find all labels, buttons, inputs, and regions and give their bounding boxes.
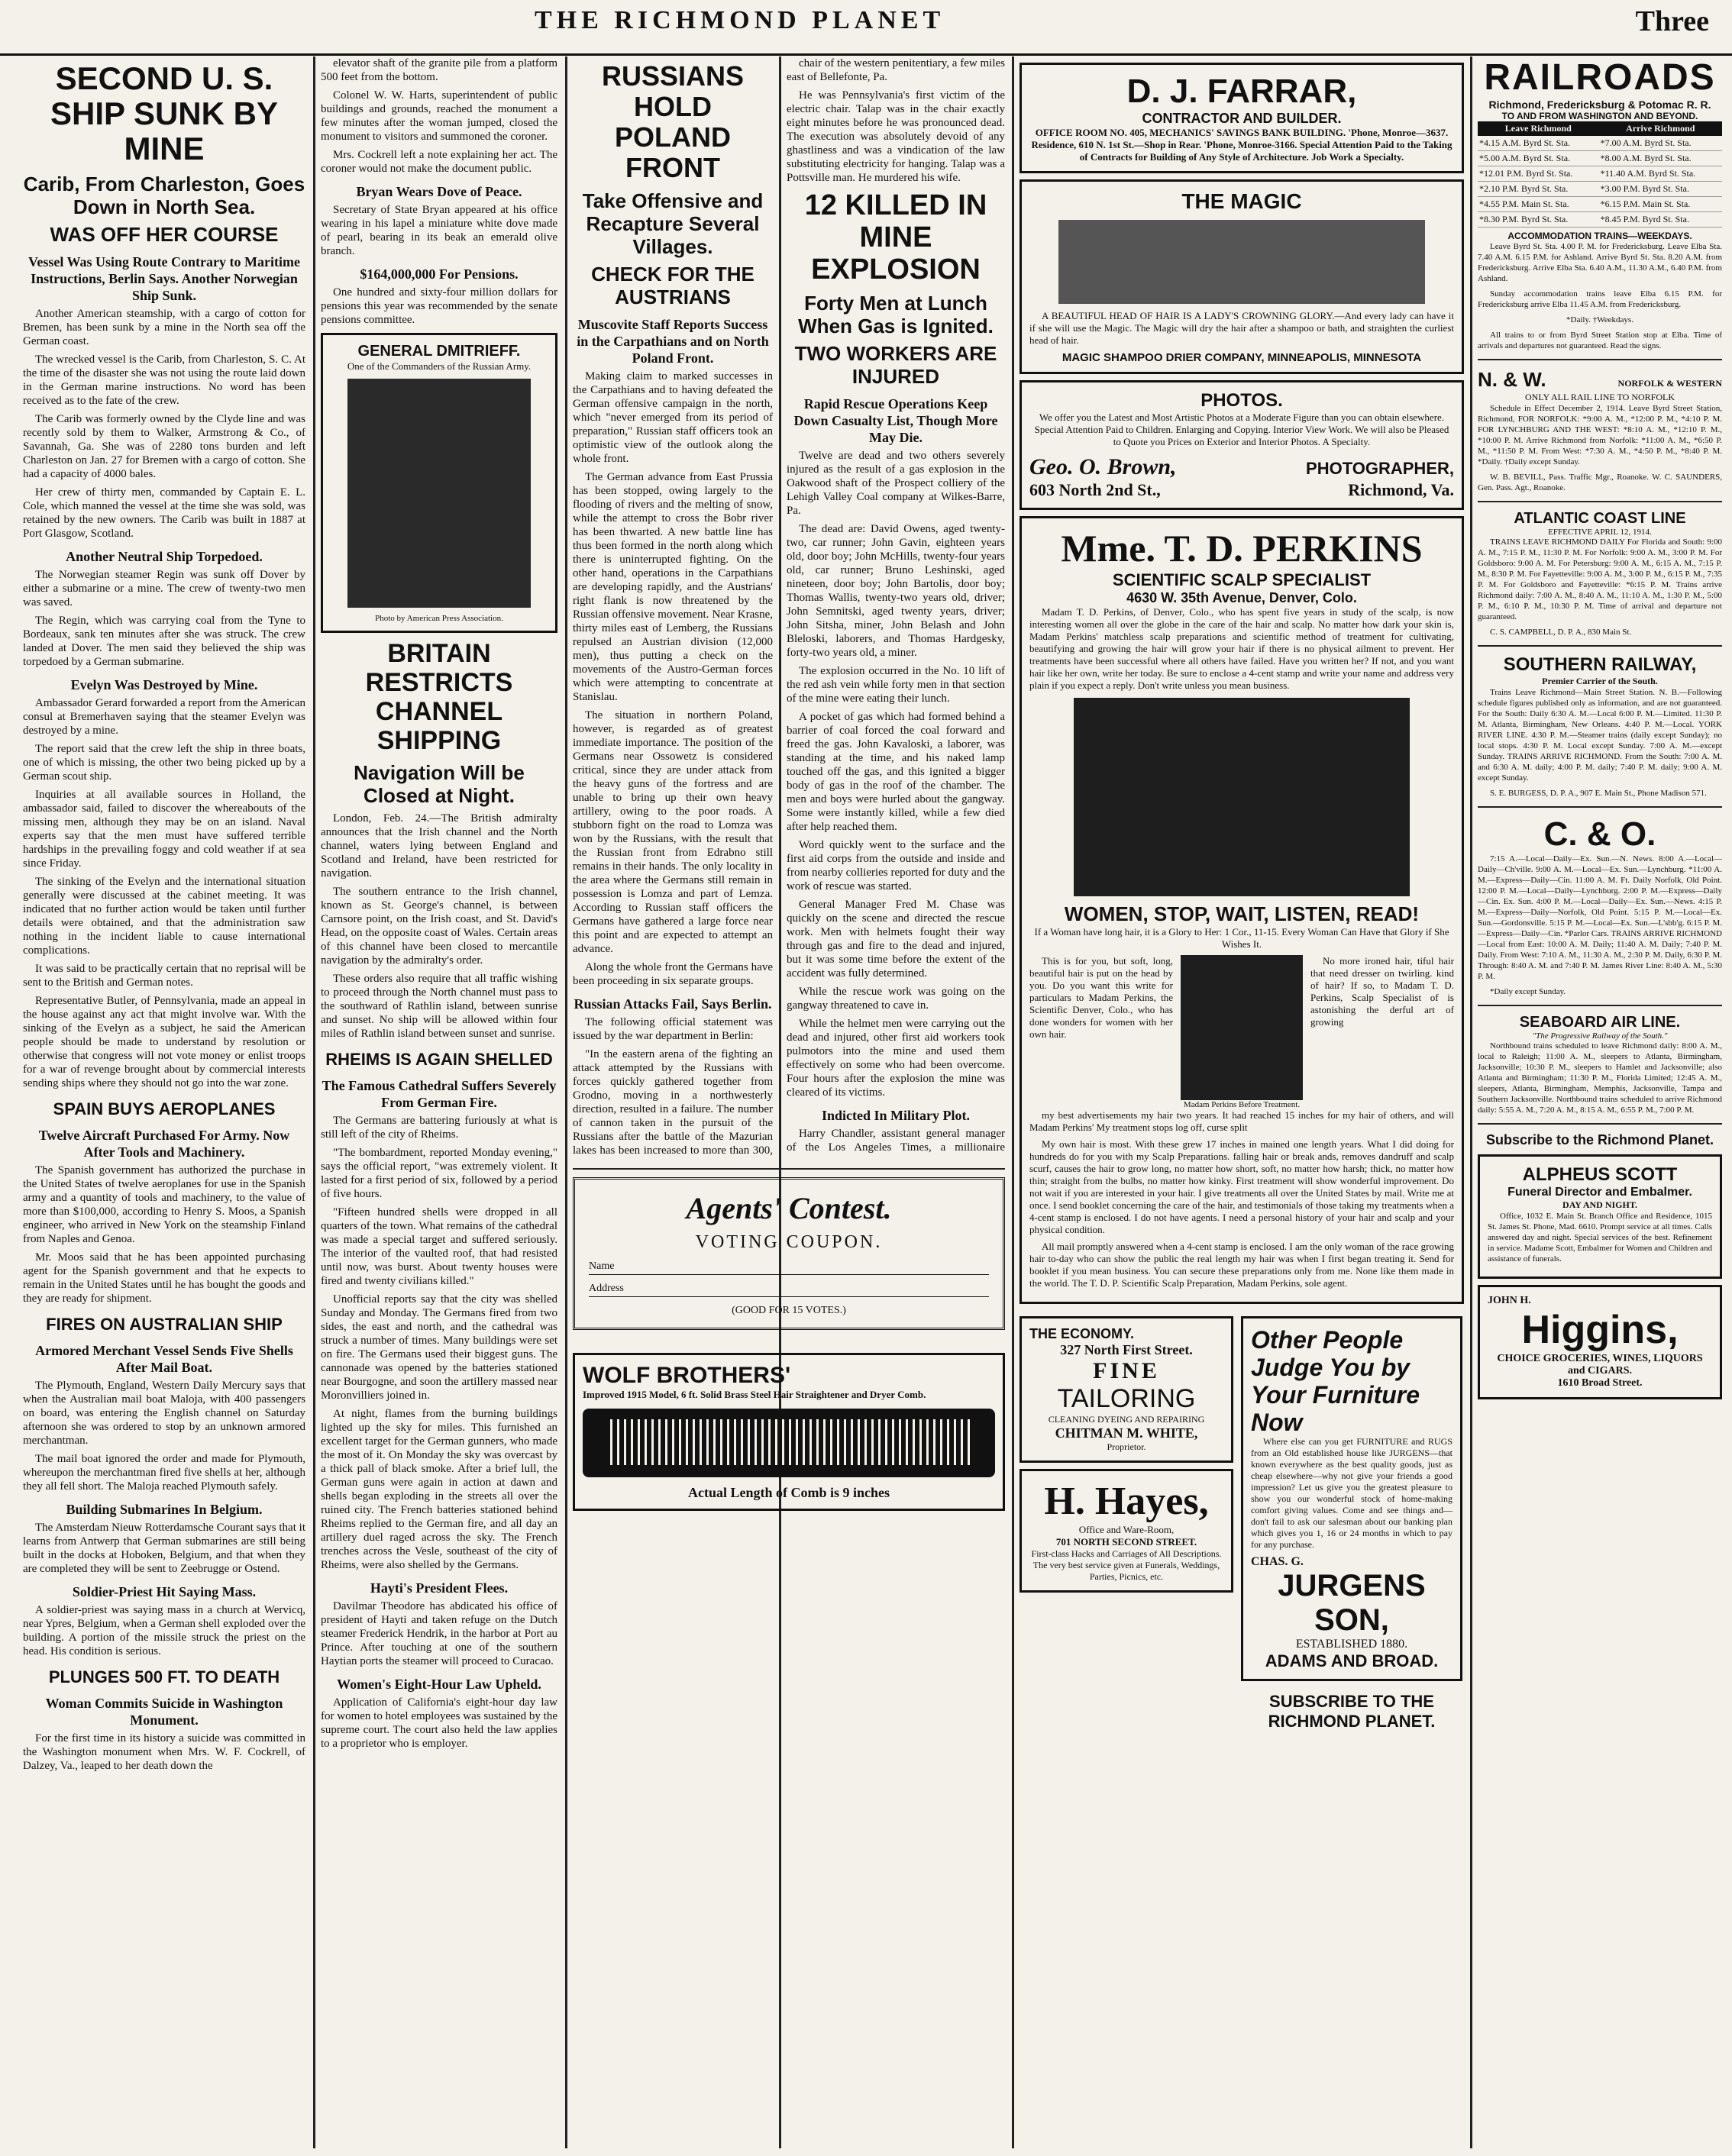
deck-head: Rapid Rescue Operations Keep Down Casualty List, Though More May Die. — [793, 396, 998, 445]
perkins-address: 4630 W. 35th Avenue, Denver, Colo. — [1126, 590, 1357, 605]
scott-name: ALPHEUS SCOTT — [1522, 1164, 1678, 1185]
divider — [1478, 501, 1722, 502]
subscribe-bottom: SUBSCRIBE TO THE RICHMOND PLANET. — [1268, 1692, 1436, 1731]
perkins-paragraph: my best advertisements my hair two years. It had reached 15 inches for my hair of others, and will Madam Perkins' My treatment stops log off, curse split — [1029, 1109, 1454, 1133]
subhead-offensive: Take Offensive and Recapture Several Villages. — [582, 189, 764, 258]
railroads-title: RAILROADS — [1484, 57, 1716, 98]
brown-address: 603 North 2nd St., — [1029, 480, 1161, 499]
table-cell: *8.00 A.M. Byrd St. Sta. — [1599, 151, 1722, 166]
hayes-name: H. Hayes, — [1044, 1480, 1209, 1523]
scott-day-night: DAY AND NIGHT. — [1562, 1199, 1637, 1210]
scott-ad — [1478, 1154, 1722, 1279]
article-paragraph: The report said that the crew left the ship in three boats, one of which is missing, the other two being picked up by a German scout ship. — [23, 743, 305, 783]
table-row — [1478, 151, 1722, 166]
article-paragraph: One hundred and sixty-four million dollars for pensions this year was recommended by the senate pensions committee. — [321, 286, 557, 326]
article-paragraph: While the rescue work was going on the gangway threatened to cave in. — [787, 986, 1005, 1012]
coupon-votes: (GOOD FOR 15 VOTES.) — [732, 1305, 846, 1316]
divider — [573, 1168, 1005, 1170]
table-cell: *12.01 P.M. Byrd St. Sta. — [1478, 166, 1599, 182]
column-rule — [565, 56, 567, 2148]
article-paragraph: Davilmar Theodore has abdicated his office of president of Hayti and taken refuge on the Dutch steamer Frederick Hendrik, in the harbor at Port au Prince. After touching at one of the southern Haytian ports the steamer will proceed to Curacao. — [321, 1600, 557, 1667]
coupon-name-field[interactable] — [589, 1260, 989, 1275]
headline-britain-restricts: BRITAIN RESTRICTS CHANNEL SHIPPING — [365, 639, 513, 755]
section-head: Women's Eight-Hour Law Upheld. — [337, 1677, 541, 1692]
economy-ad — [1019, 1316, 1233, 1463]
article-paragraph: The Regin, which was carrying coal from the Tyne to Bordeaux, sank ten minutes after she was struck. The crew landed at Dover. The men said they believed the ship was torpedoed by a German submarine. — [23, 615, 305, 668]
article-paragraph: The German advance from East Prussia has been stopped, owing largely to the flooding of rivers and the melting of snow, while the attempt to cross the Bobr river has been thwarted. A new battle line has thus been formed in the north along which there is uninterrupted fighting. On the other hand, operations in the Carpathians are developing rapidly, and the Austrians' right flank is now threatened by the Russian offensive movement. Near Krasne, thirty miles east of Lemberg, the Russians repulsed an Austrian division (12,000 men), thus putting a check on the movements of the Austro-German forces which were attempting to concentrate at Stanislau. — [573, 471, 773, 703]
subhead-off-course: WAS OFF HER COURSE — [50, 223, 279, 246]
article-paragraph: Word quickly went to the surface and the first aid corps from the outside and inside and from nearby collieries reported for duty and the work of rescue was started. — [787, 839, 1005, 892]
coupon-title: Agents' Contest. — [686, 1191, 892, 1225]
sal-title: SEABOARD AIR LINE. — [1519, 1014, 1681, 1031]
article-paragraph: The Plymouth, England, Western Daily Mercury says that when the Australian mail boat Maloja, with 400 passengers on board, was entering the English channel on Saturday afternoon she was ordered to stop by an unknown armored merchantman. — [23, 1380, 305, 1447]
article-paragraph: The southern entrance to the Irish channel, known as St. George's channel, is between Carnsore point, on the Irish coast, and St. David's Head, on the opposite coast of Wales. Certain areas of this channel have been closed to mercantile navigation by the admiralty's order. — [321, 886, 557, 967]
column-2 — [321, 56, 557, 2148]
page-number: Three — [1635, 5, 1709, 37]
column-4 — [787, 56, 1005, 1156]
article-paragraph: chair of the western penitentiary, a few miles east of Bellefonte, Pa. — [787, 57, 1005, 83]
co-daily-note: *Daily except Sunday. — [1490, 987, 1566, 996]
article-paragraph: The explosion occurred in the No. 10 lift of the red ash vein while forty men in that section of the mine were eating their lunch. — [787, 665, 1005, 705]
headline-plunges: PLUNGES 500 FT. TO DEATH — [48, 1667, 280, 1686]
subhead-carib: Carib, From Charleston, Goes Down in North Sea. — [23, 173, 305, 218]
rfp-title: Richmond, Fredericksburg & Potomac R. R. — [1488, 98, 1711, 111]
table-cell: *8.30 P.M. Byrd St. Sta. — [1478, 212, 1599, 228]
bottom-ads-left — [1019, 1310, 1233, 1732]
perkins-subhead: If a Woman have long hair, it is a Glory to Her: 1 Cor., 11-15. Every Woman Can Have that Glory if She Wishes It. — [1034, 926, 1449, 950]
article-paragraph: Representative Butler, of Pennsylvania, made an appeal in the house against any act that might involve war. With the sinking of the Evelyn as a subject, he said the American people should be made to understand by resolution or otherwise that congress will not vote money or enlist troops for a war of revenge brought about by commercial interests sending ships where they should not go into the war zone. — [23, 995, 305, 1089]
nw-schedule: Schedule in Effect December 2, 1914. Leave Byrd Street Station, Richmond, FOR NORFOLK: *9:00 A. M., *12:00 P. M., *4:10 P. M. FOR LYNCHBURG AND THE WEST: *8:10 A. M., *12:10 P. M., *10:00 P. M. Arrive Richmond from Norfolk: *11:00 A. M., *6:50 P. M., *11:50 P. M. From West: *7:30 A. M., *4:50 P. M., *8:40 P. M. *Daily. †Daily except Sunday. — [1478, 404, 1722, 466]
section-head: Bryan Wears Dove of Peace. — [356, 184, 522, 199]
jurgens-text: Where else can you get FURNITURE and RUGS from an Old established house like JURGENS—that known everywhere as the best quality goods, just as cheap elsewhere—why not give your friends a good impression? Let us give you the greatest pleasure to show you our wonderful stock of home-making comfort giving values. Come and see things and—don't fail to ask our salesman about our banking plan which gives you 1, 16 or 24 months in which to pay for any purchase. — [1251, 1436, 1452, 1550]
jurgens-corner: ADAMS AND BROAD. — [1265, 1651, 1439, 1670]
perkins-ad — [1019, 516, 1464, 1304]
table-row — [1478, 212, 1722, 228]
magic-ad — [1019, 179, 1464, 374]
perkins-paragraph: This is for you, but soft, long, beautiful hair is put on the head by you. Do you want this write for particulars to Madam Perkins, the Scientific Denver, Colo., who has done wonders for women with her own hair. — [1029, 955, 1173, 1040]
wolf-brothers-ad — [573, 1353, 1005, 1511]
divider — [1478, 1123, 1722, 1125]
wolf-brothers-tagline: Improved 1915 Model, 6 ft. Solid Brass Steel Hair Straightener and Dryer Comb. — [583, 1389, 926, 1400]
magic-company: MAGIC SHAMPOO DRIER COMPANY, MINNEAPOLIS, MINNESOTA — [1061, 351, 1422, 364]
article-paragraph: London, Feb. 24.—The British admiralty announces that the Irish channel and the North channel, waters lying between England and Scotland and Ireland, have been restricted for navigation. — [321, 812, 557, 880]
jurgens-ad — [1241, 1316, 1462, 1681]
jurgens-established: ESTABLISHED 1880. — [1295, 1638, 1408, 1651]
article-paragraph: The wrecked vessel is the Carib, from Charleston, S. C. At the time of the disaster she was not using the route laid down in the German marine instructions. No word has been received as to the fate of the crew. — [23, 353, 305, 407]
column-rule — [313, 56, 315, 2148]
sou-agent: S. E. BURGESS, D. P. A., 907 E. Main St., Phone Madison 571. — [1490, 789, 1707, 798]
perkins-photo — [1074, 698, 1410, 896]
table-row — [1478, 136, 1722, 151]
deck-head: Armored Merchant Vessel Sends Five Shells After Mail Boat. — [35, 1343, 293, 1375]
rfp-accom-text: Leave Byrd St. Sta. 4.00 P. M. for Fredericksburg. Leave Elba Sta. 7.40 A.M. 6.15 P.M. for Ashland. Arrive Byrd St. Sta. 8.20 A.M. from Fredericksburg. Arrive Elba Sta. 6.40 A.M., 11.30 A.M., 6.40 P.M. from Ashland. — [1478, 242, 1722, 283]
portrait-subtitle: One of the Commanders of the Russian Army. — [347, 360, 532, 372]
hayes-text: First-class Hacks and Carriages of All Descriptions. The very best service given at Funerals, Weddings, Parties, Picnics, etc. — [1031, 1548, 1222, 1582]
atl-schedule: TRAINS LEAVE RICHMOND DAILY For Florida and South: 9:00 A. M., 7:15 P. M., 11:30 P. M. For Norfolk: 9:00 A. M., 3:00 P. M. For Goldsboro: 9:00 A. M. For Petersburg: 9:00 A. M., 6:15 A. M., 7:15 P. M., 8:30 P. M. For Fayetteville: 9:00 A. M., 3:00 P. M., 6:15 P. M., 7:35 P. M. For Goldsboro and Fayetteville: *6:15 P. M. Trains arrive Richmond daily: 7:00 A. M., 8:40 A. M., 11:10 A. M., 1:30 P. M., 5:00 P. M., 6:10 P. M., 10:30 P. M. Time of arrival and departure not guaranteed. — [1478, 537, 1722, 621]
section-head: $164,000,000 For Pensions. — [360, 266, 519, 282]
article-paragraph: Mrs. Cockrell left a note explaining her act. The coroner would not make the document public. — [321, 149, 557, 175]
perkins-paragraph: My own hair is most. With these grew 17 inches in mained one length years. What I did doing for hundreds do for you with my Scalp Preparations. falling hair or break ands, removes dandruff and scalp scurf, causes the hair to grow long, no matter how short, soft, no matter how harsh; thick, no matter how thin; straight from the bulbs, no matter how kinky. First treatment will show wonderful improvement. Do not wait if you are interested in your hair. I give treatments all over the United States by mail. Write me at once. I send booklet concerning the care of the hair, and testimonials of those taking my treatments when a 4-cent stamp is enclosed. I do not have agents. I need a personal history of your hair and scalp and your physical condition. — [1029, 1138, 1454, 1235]
economy-tailoring: TAILORING — [1057, 1384, 1196, 1413]
table-cell: *5.00 A.M. Byrd St. Sta. — [1478, 151, 1599, 166]
atl-agent: C. S. CAMPBELL, D. P. A., 830 Main St. — [1490, 628, 1632, 637]
article-paragraph: It was said to be practically certain that no reprisal will be sent to the British and German notes. — [23, 963, 305, 989]
section-head: Building Submarines In Belgium. — [66, 1502, 263, 1517]
article-paragraph: "Fifteen hundred shells were dropped in all quarters of the town. What remains of the cathedral was made a special target and suffered seriously. The interior of the vaulted roof, that had resisted until now, was burst. About twenty houses were fired and twenty civilians killed." — [321, 1206, 557, 1287]
jurgens-chas: CHAS. G. — [1251, 1555, 1304, 1568]
masthead — [0, 0, 1732, 56]
co-title: C. & O. — [1543, 815, 1656, 853]
rfp-col-arrive: Arrive Richmond — [1599, 121, 1722, 136]
hayes-ad — [1019, 1469, 1233, 1593]
economy-name: THE ECONOMY. — [1029, 1326, 1135, 1341]
article-paragraph: "In the eastern arena of the fighting an attack attempted by the Russians with forces quickly gathered together from Grodno, moving in a northwesterly direction, resulted in a failure. The number of cannon taken in the pursuit of the Russians after the battle of the Mazurian lakes has been increased to more than 300, — [573, 1048, 773, 1156]
article-paragraph: The Spanish government has authorized the purchase in the United States of twelve aeroplanes for use in the Spanish army and a quantity of tools and machinery, to the value of more than $100,000, according to Henry S. Moos, a Spanish engineer, who arrived in New York on the steamship Finland from Naples and Genoa. — [23, 1164, 305, 1245]
article-paragraph: Mr. Moos said that he has been appointed purchasing agent for the Spanish government and that he expects to remain in the United States until he has bought the goods and they are ready for shipment. — [23, 1251, 305, 1305]
headline-russians-hold: RUSSIANS HOLD POLAND FRONT — [601, 60, 745, 183]
divider — [1478, 1005, 1722, 1006]
farrar-role: CONTRACTOR AND BUILDER. — [1142, 111, 1342, 126]
column-1 — [23, 56, 305, 2148]
economy-proprietor: CHITMAN M. WHITE, — [1055, 1425, 1198, 1441]
article-paragraph: Ambassador Gerard forwarded a report from the American consul at Bremerhaven saying that the steamer Evelyn was destroyed by a mine. — [23, 697, 305, 737]
economy-address: 327 North First Street. — [1060, 1342, 1193, 1357]
brown-name: Geo. O. Brown, — [1029, 454, 1177, 479]
wolf-brothers-name: WOLF BROTHERS' — [583, 1363, 791, 1388]
portrait-title: GENERAL DMITRIEFF. — [357, 343, 521, 360]
table-row — [1478, 166, 1722, 182]
article-paragraph: "The bombardment, reported Monday evening," says the official report, "was extremely violent. It lasted for a first period of six, followed by a period of five hours. — [321, 1147, 557, 1200]
headline-spain-aeroplanes: SPAIN BUYS AEROPLANES — [53, 1099, 276, 1118]
article-paragraph: At night, flames from the burning buildings lighted up the sky for miles. This furnished an excellent target for the German gunners, who made the most of it. On Monday the sky was overcast by a thick pall of black smoke. After a brief lull, the German guns were again in action at dawn and shells began exploding in the streets all over the ruined city. The French batteries stationed behind Rheims replied to the German fire, and all day an artillery duel raged across the sky. The French trenches across the Vesle, southeast of the city of Rheims, were also shelled by the Germans. — [321, 1408, 557, 1571]
masthead-title: THE RICHMOND PLANET — [535, 6, 945, 34]
rfp-daily-note: *Daily. †Weekdays. — [1566, 315, 1633, 324]
subhead-austrians: CHECK FOR THE AUSTRIANS — [591, 263, 755, 308]
bottom-ads-row — [1019, 1310, 1464, 1732]
article-paragraph: While the helmet men were carrying out the dead and injured, other first aid workers took pulmotors into the mine and used them effectively on some who had been overcome. Four hours after the explosion the mine was cleared of its victims. — [787, 1018, 1005, 1099]
sou-subtitle: Premier Carrier of the South. — [1542, 676, 1658, 686]
brown-role: PHOTOGRAPHER, — [1306, 459, 1454, 478]
article-paragraph: Twelve are dead and two others severely injured as the result of a gas explosion in the Oakwood shaft of the Prospect colliery of the Lehigh Valley Coal company at Wilkes-Barre, Pa. — [787, 450, 1005, 517]
article-paragraph: A soldier-priest was saying mass in a church at Wervicq, near Ypres, Belgium, when a German shell exploded over the building. A portion of the missile struck the priest on the head. His condition is serious. — [23, 1604, 305, 1657]
higgins-subtitle: CHOICE GROCERIES, WINES, LIQUORS and CIGARS. — [1497, 1353, 1703, 1377]
coupon-address-field[interactable] — [589, 1283, 989, 1297]
brown-text: We offer you the Latest and Most Artistic Photos at a Moderate Figure than you can obtain elsewhere. Special Attention Paid to Children. Enlarging and Copying. Interior View Work. We will also be Pleased to Quote you Prices on Exterior and Interior Photos. A Specialty. — [1034, 412, 1449, 447]
farrar-ad — [1019, 63, 1464, 173]
brown-title: PHOTOS. — [1200, 390, 1283, 411]
perkins-paragraph: No more ironed hair, tiful hair that need dresser on twirling. kind of hair? If so, to Madam T. D. Perkins, Scalp Specialist of is astonishing the derful art of growing — [1310, 955, 1454, 1028]
divider — [1478, 359, 1722, 360]
higgins-address: 1610 Broad Street. — [1557, 1377, 1643, 1389]
headline-second-us-ship: SECOND U. S. SHIP SUNK BY MINE — [50, 60, 278, 166]
column-rule — [1470, 56, 1472, 2148]
article-paragraph: Inquiries at all available sources in Holland, the ambassador said, failed to discover the whereabouts of the missing men, although they may be on an island. Naval experts say that the men must have suffered terrible hardships in the prevailing foggy and cold weather if at sea since Friday. — [23, 789, 305, 870]
table-row — [1478, 182, 1722, 197]
perkins-role: SCIENTIFIC SCALP SPECIALIST — [1112, 570, 1372, 589]
deck-head: Vessel Was Using Route Contrary to Maritime Instructions, Berlin Says. Another Norwegian Ship Sunk. — [28, 254, 300, 303]
article-paragraph: A pocket of gas which had formed behind a barrier of coal forced the coal forward and freed the gas. John Kavaloski, a laborer, was standing at the time, and his naked lamp touched off the gas, and this ignited a bigger body of gas in the roof of the chamber. The men and boys were hurled about the gangway. Some were instantly killed, while a few died after help reached them. — [787, 711, 1005, 833]
table-cell: *8.45 P.M. Byrd St. Sta. — [1599, 212, 1722, 228]
column-rule — [1012, 56, 1014, 2148]
nw-subtitle: NORFOLK & WESTERN — [1617, 378, 1722, 389]
subhead-forty-men: Forty Men at Lunch When Gas is Ignited. — [798, 292, 994, 337]
article-paragraph: For the first time in its history a suicide was committed in the Washington monument when Mrs. W. F. Cockrell, of Dalzey, Va., leaped to her death down the — [23, 1732, 305, 1772]
article-paragraph: Unofficial reports say that the city was shelled Sunday and Monday. The Germans fired from two sides, the east and north, and the cathedral was struck a number of times. Many buildings were set on fire. The Germans used their biggest guns. The cannonade was opened by the batteries stationed near Bourgogne, and soon the artillery massed near Moronvilliers joined in. — [321, 1293, 557, 1402]
perkins-paragraph: Madam T. D. Perkins, of Denver, Colo., who has spent five years in study of the scalp, is now interesting women all over the globe in the care of the hair and scalp. No matter how dark your skin is, Madam Perkins' matchless scalp preparations and scientific method of treatment for cultivating, beautifying and growing the hair will grow your hair if there is no physical ailment to prevent. Her treatments have been successful where all others have failed. Have you written her? If not, and you want hair like her own, write her today. Be sure to enclose a 4-cent stamp and write your name and address very plain if you expect a reply. Don't write unless you mean business. — [1029, 606, 1454, 691]
hayes-desc: Office and Ware-Room, — [1078, 1524, 1175, 1535]
table-cell: *2.10 P.M. Byrd St. Sta. — [1478, 182, 1599, 197]
perkins-name: Mme. T. D. PERKINS — [1061, 527, 1423, 570]
article-paragraph: The Amsterdam Nieuw Rotterdamsche Courant says that it learns from Antwerp that German submarines are still being built in the docks at Hoboken, Belgium, and that when they are completed they will be sent to Zeebrugge or Ostend. — [23, 1522, 305, 1575]
rfp-sunday: Sunday accommodation trains leave Elba 6.15 P.M. for Fredericksburg arrive Elba 11.45 A.M. from Fredericksburg. — [1478, 289, 1722, 309]
nw-agents: W. B. BEVILL, Pass. Traffic Mgr., Roanoke. W. C. SAUNDERS, Gen. Pass. Agt., Roanoke. — [1478, 473, 1722, 492]
magic-description: A BEAUTIFUL HEAD OF HAIR IS A LADY'S CROWNING GLORY.—And every lady can have it if she will use the Magic. The Magic will dry the hair after a shampoo or bath, and straighten the curliest head of hair. — [1029, 310, 1454, 346]
article-paragraph: Another American steamship, with a cargo of cotton for Bremen, has been sunk by a mine in the North sea off the German coast. — [23, 308, 305, 347]
column-5-ads — [1019, 56, 1464, 2148]
deck-head: Muscovite Staff Reports Success in the Carpathians and on North Poland Front. — [577, 317, 769, 366]
table-cell: *4.55 P.M. Main St. Sta. — [1478, 197, 1599, 212]
hayes-address: 701 NORTH SECOND STREET. — [1055, 1536, 1197, 1548]
column-3 — [573, 56, 773, 1156]
article-paragraph: He was Pennsylvania's first victim of the electric chair. Talap was in the chair exactly eight minutes before he was pronounced dead. The execution was absolutely devoid of any ghastliness and was a vindication of the law substituting electricity for hanging. Talap was a Pottsville man. He murdered his wife. — [787, 89, 1005, 184]
bottom-ads-right — [1241, 1310, 1462, 1732]
nw-only: ONLY ALL RAIL LINE TO NORFOLK — [1524, 392, 1675, 402]
article-paragraph: Colonel W. W. Harts, superintendent of public buildings and grounds, reached the monument a few minutes after the woman jumped, closed the monument to visitors and summoned the coroner. — [321, 89, 557, 143]
portrait-photo — [347, 379, 531, 608]
rfp-col-leave: Leave Richmond — [1478, 121, 1599, 136]
table-cell: *6.15 P.M. Main St. Sta. — [1599, 197, 1722, 212]
article-paragraph: The Carib was formerly owned by the Clyde line and was recently sold by them to Walker, Armstrong & Co., of Savannah, Ga. She was of 2280 tons burden and left Charleston on Jan. 27 for Bremen with a cargo of cotton. She had a capacity of 4000 bales. — [23, 413, 305, 480]
article-paragraph: Harry Chandler, assistant general manager of the Los Angeles Times, a millionaire — [787, 1128, 1005, 1154]
economy-proprietor-role: Proprietor. — [1107, 1441, 1146, 1452]
ads-lower-center — [573, 1160, 1005, 2145]
headline-rheims: RHEIMS IS AGAIN SHELLED — [325, 1050, 553, 1069]
higgins-ad — [1478, 1285, 1722, 1399]
voting-coupon — [573, 1177, 1005, 1330]
coupon-name-label: Name — [589, 1260, 615, 1272]
article-paragraph: The mail boat ignored the order and made for Plymouth, whereupon the merchantman fired five shells at her, although they all fell short. The Maloja reached Plymouth safely. — [23, 1453, 305, 1493]
section-head: Evelyn Was Destroyed by Mine. — [70, 677, 258, 692]
headline-australian-ship: FIRES ON AUSTRALIAN SHIP — [46, 1315, 283, 1334]
perkins-paragraph: All mail promptly answered when a 4-cent stamp is enclosed. I am the only woman of the race growing hair to-day who can show the public the real length my hair was when I first began treating it. Send for booklet if you mean business. You can secure these preparations only from me. None like them made in the world. The T. D. P. Scientific Scalp Preparation, Madam Perkins, sole agent. — [1029, 1241, 1454, 1289]
subscribe-note: Subscribe to the Richmond Planet. — [1485, 1132, 1714, 1147]
divider — [1478, 645, 1722, 647]
economy-cleaning: CLEANING DYEING AND REPAIRING — [1048, 1414, 1205, 1425]
atl-title: ATLANTIC COAST LINE — [1514, 510, 1686, 527]
brown-photos-ad — [1019, 380, 1464, 510]
wolf-brothers-size: Actual Length of Comb is 9 inches — [687, 1485, 890, 1500]
brown-city: Richmond, Va. — [1348, 480, 1454, 499]
rfp-accom-title: ACCOMMODATION TRAINS—WEEKDAYS. — [1507, 231, 1692, 241]
scott-text: Office, 1032 E. Main St. Branch Office and Residence, 1015 St. James St. Phone, Mad. 6610. Prompt service at all times. Calls answered day and night. Special services of the best. Refinement in service. Madame Scott, Embalmer for Women and Children and assistance of funerals. — [1488, 1212, 1712, 1264]
subhead-navigation: Navigation Will be Closed at Night. — [354, 761, 525, 807]
article-paragraph: The Norwegian steamer Regin was sunk off Dover by either a submarine or a mine. The crew of twenty-two men was saved. — [23, 569, 305, 608]
economy-fine: FINE — [1093, 1358, 1160, 1383]
table-row — [1478, 197, 1722, 212]
deck-head: Twelve Aircraft Purchased For Army. Now After Tools and Machinery. — [38, 1128, 290, 1160]
farrar-residence: Residence, 610 N. 1st St.—Shop in Rear. 'Phone, Monroe-3166. Special Attention Paid to the Taking of Contracts for Building of Any Style of Architecture. Job Work a Specialty. — [1031, 139, 1452, 163]
article-paragraph: The dead are: David Owens, aged twenty-two, car runner; John Gavin, eighteen years old, door boy; John McHills, twenty-four years old, car runner; Bruno Leshinski, aged nineteen, door boy; John Bartolis, door boy; Thomas Wallis, twenty-two years old, driver; John Semnitski, aged twenty years, driver; John Sitsha, miner, John Belash and John Bleloski, laborers, and Thomas Hardgesky, forty-two years old, a miner. — [787, 523, 1005, 659]
table-cell: *11.40 A.M. Byrd St. Sta. — [1599, 166, 1722, 182]
section-head: Indicted In Military Plot. — [822, 1108, 970, 1123]
section-head: Hayti's President Flees. — [370, 1580, 509, 1596]
article-paragraph: Her crew of thirty men, commanded by Captain E. L. Cole, which manned the vessel at the time she was sold, was retained by the new owners. The Carib was built in 1887 at Port Glasgow, Scotland. — [23, 486, 305, 540]
article-paragraph: These orders also require that all traffic wishing to proceed through the North channel must pass to the southward of Rathlin island, between sunrise and sunset. No ship will be allowed within four miles of Rathlin island between sunset and sunrise. — [321, 973, 557, 1040]
headline-mine-explosion: 12 KILLED IN MINE EXPLOSION — [804, 189, 987, 286]
article-paragraph: The sinking of the Evelyn and the international situation generally were discussed at the cabinet meeting. It was indicated that no further action would be taken until further details were obtained, and that the administration saw nothing in the incident liable to cause international complications. — [23, 876, 305, 957]
article-paragraph: The Germans are battering furiously at what is still left of the city of Rheims. — [321, 1115, 557, 1141]
sal-subtitle: "The Progressive Railway of the South." — [1532, 1031, 1668, 1041]
perkins-caption: Madam Perkins Before Treatment. — [1183, 1100, 1301, 1109]
sal-schedule: Northbound trains scheduled to leave Richmond daily: 8:00 A. M., local to Raleigh; 11:00 A. M., sleepers to Atlanta, Birmingham, Jacksonville; 10:30 P. M., sleepers to Hamlet and Jacksonville; also Atlanta and Birmingham; 11:30 P. M., Florida Limited; 12:45 A. M., sleepers, Atlanta, Birmingham, Memphis, Jacksonville, Tampa and Southern Jacksonville. Northbound trains scheduled to arrive Richmond daily: 5:55 A. M., 7:20 A. M., 8:15 A. M., 6:55 P. M., 7:00 P. M. — [1478, 1041, 1722, 1115]
divider — [1478, 806, 1722, 808]
article-paragraph: The situation in northern Poland, however, is regarded as of greatest immediate importance. The position of the Germans near Ossowetz is considered critical, since they are under attack from the heavy guns of the fortress and are unable to bring up their own heavy artillery, owing to the poor roads. A stubborn fight on the road to Lomza was won by the Russians, with the result that the Russian front from Edrabno still remains in their hands. The only locality in the area where the Germans still remain in possession is Lomza and part of Lemza. According to Russian staff officers the Germans have gathered a large force near this point and are expected to attempt an advance. — [573, 709, 773, 955]
table-cell: *4.15 A.M. Byrd St. Sta. — [1478, 136, 1599, 151]
section-head: Another Neutral Ship Torpedoed. — [66, 549, 263, 564]
jurgens-name: JURGENS SON, — [1278, 1569, 1426, 1637]
article-paragraph: Making claim to marked successes in the Carpathians and to having defeated the German offensive campaign in the north, which "never emerged from its period of preparation," Russian staff officers took an optimistic view of the outlook along the whole front. — [573, 370, 773, 465]
coupon-address-label: Address — [589, 1283, 624, 1294]
portrait-box — [321, 333, 557, 633]
perkins-headline: WOMEN, STOP, WAIT, LISTEN, READ! — [1064, 902, 1420, 925]
comb-illustration — [583, 1409, 995, 1477]
farrar-name: D. J. FARRAR, — [1126, 73, 1357, 110]
co-schedule: 7:15 A.—Local—Daily—Ex. Sun.—N. News. 8:00 A.—Local—Daily—Ch'ville. 9:00 A. M.—Local—Ex. Sun.—Lynchburg. *11:00 A. M.—Express—Daily—Cin. 11:00 A. M. Ft. Daily Norfolk, Old Point. 12:00 P. M.—Local—Daily—Lynchburg. 2:00 P. M.—Express—Daily—Cin. Ex. Sun. 4:00 P. M.—Local—Daily—Ex. Sun.—News. 4:15 P. M.—Express—Daily—Norfolk, Old Point. 5:15 P. M.—Local—Ex. Sun.—Gordonsville. 5:15 P. M.—Local—Ex. Sun.—L'sbb'g. 6:15 P. M.—Express—Daily—Cin. *Parlor Cars. TRAINS ARRIVE RICHMOND—Local from East: 10:00 A. M. Daily; 11:40 A. M. Daily; 7:40 P. M. Daily. From West: 7:10 A. M., 11:30 A. M., 2:30 P. M. Daily, 6:30 P. M. Through: 8:40 A. M. and 7:40 P. M. James River Line: 8:40 A. M., 5:30 P. M. — [1478, 854, 1722, 981]
higgins-name: Higgins, — [1521, 1308, 1679, 1352]
sou-title: SOUTHERN RAILWAY, — [1503, 654, 1697, 675]
deck-head: Woman Commits Suicide in Washington Monument. — [45, 1696, 283, 1728]
article-paragraph: Application of California's eight-hour day law for women to hotel employees was sustained by the supreme court. The court also held the law applies to a proprietor who is employer. — [321, 1696, 557, 1750]
sou-schedule: Trains Leave Richmond—Main Street Station. N. B.—Following schedule figures published only as information, and are not guaranteed. For the South: Daily 6:30 A. M.—Local 6:00 P. M.—Limited. 11:30 P. M. Atlanta, Birmingham, New Orleans. 4:40 P. M.—Local. YORK RIVER LINE. 4:30 P. M.—Steamer trains (daily except Sunday); no local stops. 4:30 P. M. Local except Sunday. 7:00 A. M.—except Sunday. TRAINS ARRIVE RICHMOND. From the South: 7:00 A. M. and 6:30 A. M. daily; 4:00 P. M. daily; 7:40 P. M. daily; 9:00 A. M. except Sunday. — [1478, 688, 1722, 783]
portrait-credit: Photo by American Press Association. — [375, 614, 503, 623]
rfp-note: All trains to or from Byrd Street Station stop at Elba. Time of arrivals and departures not guaranteed. Read the signs. — [1478, 331, 1722, 350]
atl-effective: EFFECTIVE APRIL 12, 1914. — [1548, 528, 1652, 537]
article-paragraph: Along the whole front the Germans have been proceeding in six separate groups. — [573, 961, 773, 987]
jurgens-headline: Other People Judge You by Your Furniture Now — [1251, 1326, 1420, 1436]
section-head: Soldier-Priest Hit Saying Mass. — [72, 1584, 257, 1599]
higgins-first-name: JOHN H. — [1488, 1295, 1531, 1306]
magic-name: THE MAGIC — [1181, 189, 1302, 213]
rfp-subtitle: TO AND FROM WASHINGTON AND BEYOND. — [1501, 111, 1698, 121]
article-paragraph: General Manager Fred M. Chase was quickly on the scene and directed the rescue work. Men with helmets fought their way through gas and fire to the dead and injured, but it was some time before the extent of the accident was fully determined. — [787, 899, 1005, 980]
farrar-office: OFFICE ROOM NO. 405, MECHANICS' SAVINGS BANK BUILDING. 'Phone, Monroe—3637. — [1035, 127, 1449, 138]
scott-role: Funeral Director and Embalmer. — [1507, 1186, 1692, 1199]
article-paragraph: Secretary of State Bryan appeared at his office wearing in his lapel a miniature white dove made of pearl, bearing in its beak an emerald olive branch. — [321, 204, 557, 257]
subhead-two-workers: TWO WORKERS ARE INJURED — [794, 342, 997, 388]
table-cell: *3.00 P.M. Byrd St. Sta. — [1599, 182, 1722, 197]
article-paragraph: elevator shaft of the granite pile from a platform 500 feet from the bottom. — [321, 57, 557, 83]
coupon-subtitle: VOTING COUPON. — [695, 1232, 883, 1252]
table-cell: *7.00 A.M. Byrd St. Sta. — [1599, 136, 1722, 151]
nw-title: N. & W. — [1478, 368, 1546, 391]
column-6-railroads — [1478, 56, 1722, 2148]
section-head: Russian Attacks Fail, Says Berlin. — [574, 996, 772, 1012]
magic-comb-illustration — [1058, 220, 1425, 304]
perkins-before-photo — [1181, 955, 1303, 1100]
deck-head: The Famous Cathedral Suffers Severely From German Fire. — [322, 1078, 557, 1110]
rfp-schedule-table — [1478, 121, 1722, 228]
article-paragraph: The following official statement was issued by the war department in Berlin: — [573, 1016, 773, 1042]
